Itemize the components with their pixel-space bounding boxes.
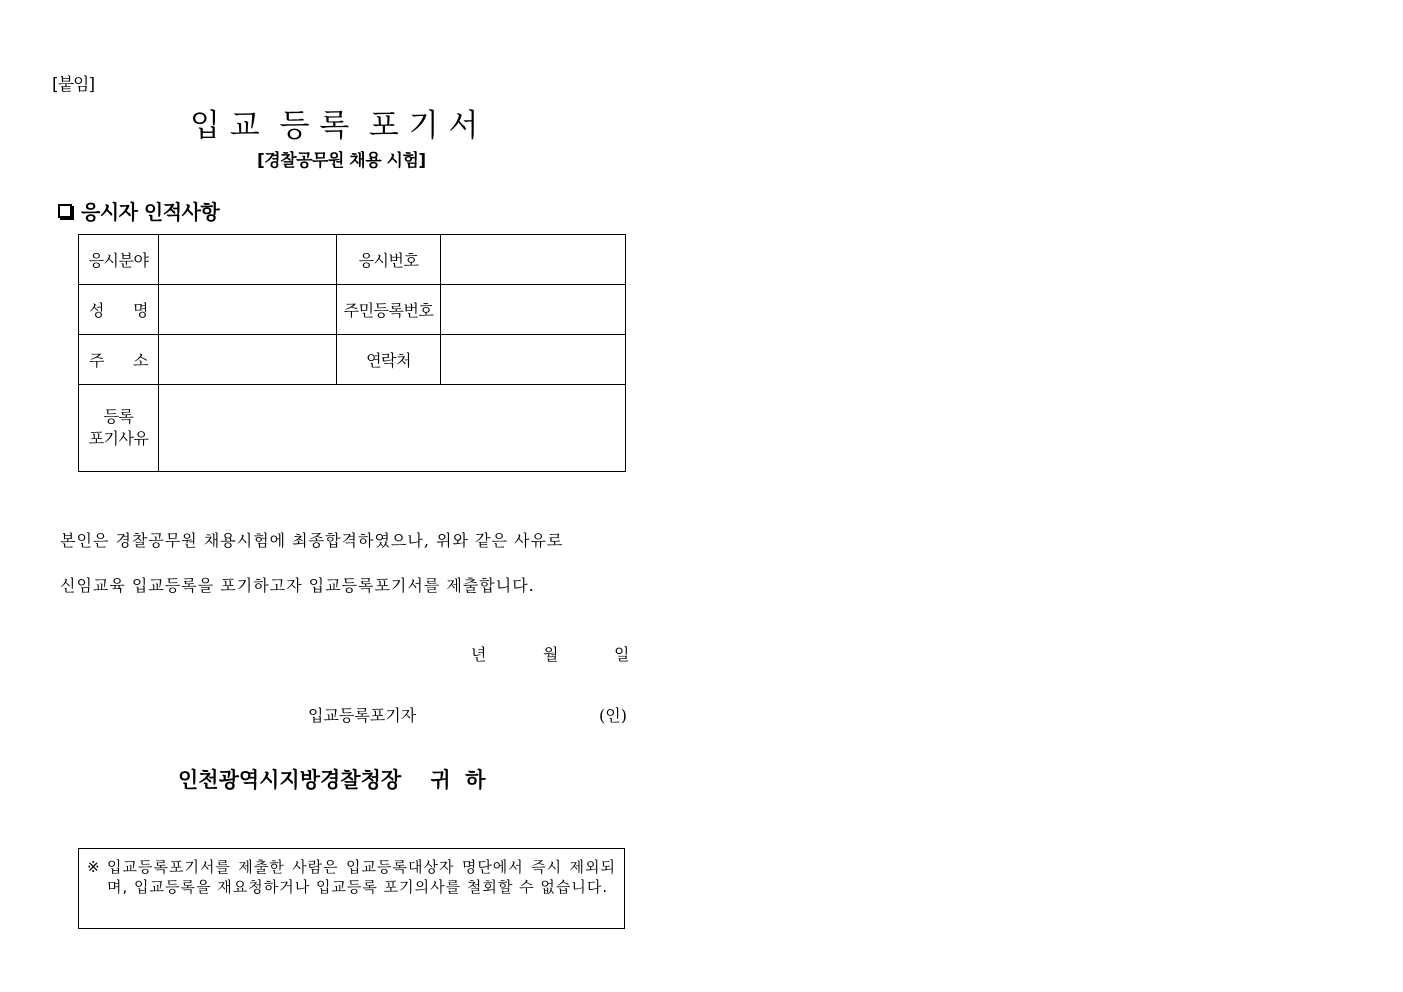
reason-label: 등록 포기사유 (79, 385, 159, 472)
section-title: 응시자 인적사항 (81, 200, 220, 224)
date-month: 월 (543, 645, 559, 664)
applicant-info-table (78, 234, 626, 472)
document-title: 입 교 등 록 포 기 서 (190, 108, 479, 144)
table-row (79, 335, 626, 385)
seal-label: (인) (599, 706, 627, 725)
resident-number-label: 주민등록번호 (337, 285, 441, 335)
statement-line-2: 신임교육 입교등록을 포기하고자 입교등록포기서를 제출합니다. (60, 576, 535, 595)
exam-number-label: 응시번호 (337, 235, 441, 285)
reference-mark-icon: ※ (87, 858, 100, 876)
exam-field-value[interactable] (159, 235, 337, 285)
statement-line-1: 본인은 경찰공무원 채용시험에 최종합격하였으나, 위와 같은 사유로 (60, 531, 564, 550)
table-row (79, 385, 626, 472)
table-row (79, 285, 626, 335)
resident-number-value[interactable] (441, 285, 626, 335)
name-label: 성 명 (79, 285, 159, 335)
address-value[interactable] (159, 335, 337, 385)
recipient: 인천광역시지방경찰청장 귀 하 (178, 767, 486, 792)
section-heading (58, 196, 219, 225)
notice-box (78, 848, 625, 929)
date-day: 일 (614, 645, 630, 664)
name-value[interactable] (159, 285, 337, 335)
notice-text: 입교등록포기서를 제출한 사람은 입교등록대상자 명단에서 즉시 제외되며, 입교등록을 재요청하거나 입교등록 포기의사를 철회할 수 없습니다. (107, 858, 616, 896)
contact-value[interactable] (441, 335, 626, 385)
exam-number-value[interactable] (441, 235, 626, 285)
reason-value[interactable] (159, 385, 626, 472)
date-year: 년 (471, 645, 487, 664)
checkbox-square-icon (58, 204, 72, 218)
document-subtitle: [경찰공무원 채용 시험] (257, 151, 426, 171)
table-row (79, 235, 626, 285)
contact-label: 연락처 (337, 335, 441, 385)
exam-field-label: 응시분야 (79, 235, 159, 285)
attachment-label: [붙임] (52, 75, 95, 95)
resigner-label: 입교등록포기자 (308, 706, 417, 725)
address-label: 주 소 (79, 335, 159, 385)
